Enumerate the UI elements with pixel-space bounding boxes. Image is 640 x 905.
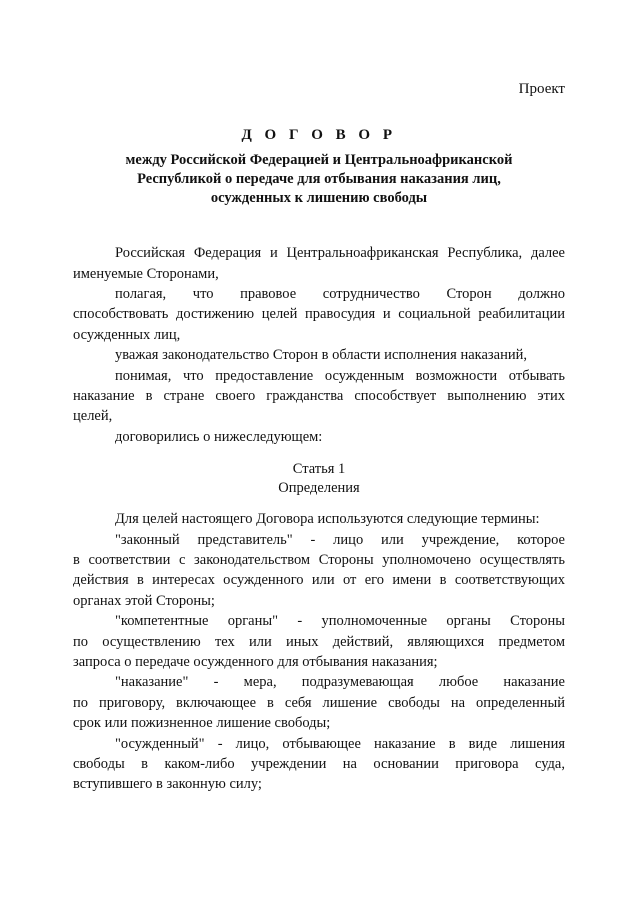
article-heading	[73, 460, 565, 498]
article-line: "компетентные органы" - уполномоченные органы Стороны	[115, 613, 565, 629]
preamble-line: наказание в стране своего гражданства способствует выполнению этих	[73, 388, 565, 404]
preamble-line: понимая, что предоставление осужденным возможности отбывать	[115, 368, 565, 384]
article-line: по осуществлению тех или иных действий, являющихся предметом	[73, 634, 565, 650]
draft-label: Проект	[518, 81, 565, 97]
document-page	[73, 0, 565, 905]
document-title: Д О Г О В О Р	[241, 127, 397, 143]
article-line: в соответствии с законодательством Стороны уполномочено осуществлять	[73, 552, 565, 568]
article-line: запроса о передаче осужденного для отбывания наказания;	[73, 654, 438, 670]
article-line: срок или пожизненное лишение свободы;	[73, 715, 331, 731]
article-line: действия в интересах осужденного или от его имени в соответствующих	[73, 572, 565, 588]
article-title: Определения	[278, 480, 360, 496]
subtitle-line: Республикой о передаче для отбывания наказания лиц,	[137, 171, 501, 187]
article-line: вступившего в законную силу;	[73, 776, 262, 792]
preamble-line: договорились о нижеследующем:	[115, 429, 323, 445]
preamble-line: полагая, что правовое сотрудничество Сторон должно	[115, 286, 565, 302]
article-line: "наказание" - мера, подразумевающая любое наказание	[115, 674, 565, 690]
preamble-line: осужденных лиц,	[73, 327, 181, 343]
article-line: "законный представитель" - лицо или учреждение, которое	[115, 532, 565, 548]
article-line: Для целей настоящего Договора используются следующие термины:	[115, 511, 540, 527]
preamble-line: способствовать достижению целей правосудия и социальной реабилитации	[73, 306, 565, 322]
article-number: Статья 1	[292, 461, 346, 477]
article-line: по приговору, включающее в себя лишение свободы на определенный	[73, 695, 565, 711]
article-line: свободы в каком-либо учреждении на основании приговора суда,	[73, 756, 565, 772]
article-line: "осужденный" - лицо, отбывающее наказание в виде лишения	[115, 736, 565, 752]
preamble-line: уважая законодательство Сторон в области исполнения наказаний,	[115, 347, 527, 363]
article-line: органах этой Стороны;	[73, 593, 215, 609]
subtitle-line: между Российской Федерацией и Центральноафриканской	[125, 152, 513, 168]
subtitle-line: осужденных к лишению свободы	[210, 190, 428, 206]
document-subtitle	[73, 151, 565, 208]
preamble-line: целей,	[73, 408, 113, 424]
preamble-line: Российская Федерация и Центральноафриканская Республика, далее	[115, 245, 565, 261]
preamble-line: именуемые Сторонами,	[73, 266, 219, 282]
